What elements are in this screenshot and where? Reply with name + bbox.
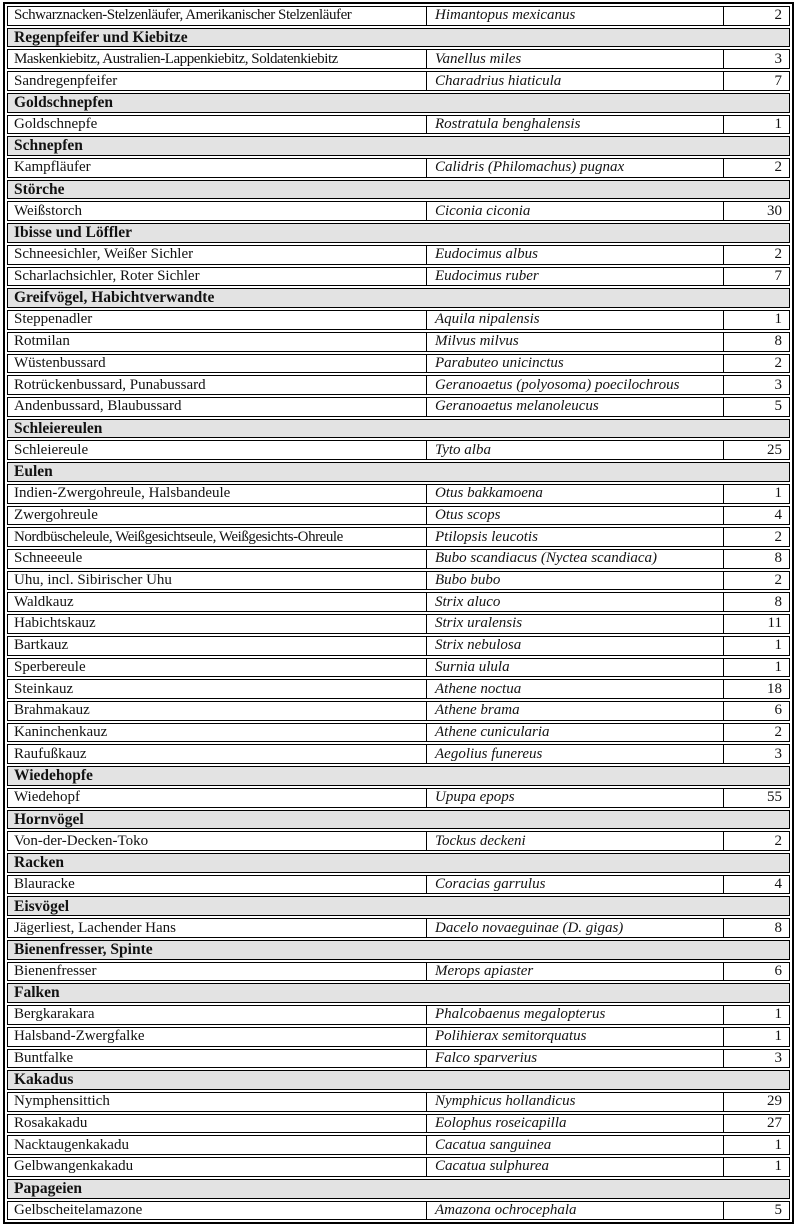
scientific-name-cell: Nymphicus hollandicus	[427, 1093, 724, 1111]
count-cell: 1	[774, 115, 782, 132]
count-cell: 1	[774, 1136, 782, 1153]
scientific-name-cell: Eolophus roseicapilla	[427, 1115, 724, 1133]
count-cell: 2	[774, 572, 782, 589]
species-row	[7, 636, 790, 656]
scientific-name-cell: Cacatua sulphurea	[427, 1158, 724, 1176]
section-label: Störche	[14, 180, 65, 198]
species-row	[7, 397, 790, 417]
section-header-row	[7, 223, 790, 243]
scientific-name-cell: Strix aluco	[427, 593, 724, 611]
species-row	[7, 1092, 790, 1112]
german-name-cell: Weißstorch	[8, 202, 427, 220]
scientific-name-cell: Ptilopsis leucotis	[427, 528, 724, 546]
species-row	[7, 701, 790, 721]
count-cell: 2	[774, 159, 782, 176]
german-name-cell: Raufußkauz	[8, 745, 427, 763]
german-name-cell: Schwarznacken-Stelzenläufer, Amerikanischer Stelzenläufer	[8, 7, 427, 25]
species-row	[7, 267, 790, 287]
section-label: Schleiereulen	[14, 419, 103, 437]
section-label: Kakadus	[14, 1071, 74, 1089]
species-row	[7, 658, 790, 678]
species-row	[7, 310, 790, 330]
section-label: Wiedehopfe	[14, 767, 93, 785]
scientific-name-cell: Rostratula benghalensis	[427, 116, 724, 134]
german-name-cell: Habichtskauz	[8, 615, 427, 633]
german-name-cell: Maskenkiebitz, Australien-Lappenkiebitz, Soldatenkiebitz	[8, 50, 427, 68]
section-header-row	[7, 766, 790, 786]
section-label: Racken	[14, 854, 64, 872]
scientific-name-cell: Upupa epops	[427, 789, 724, 807]
count-cell: 8	[774, 919, 782, 936]
scientific-name-cell: Amazona ochrocephala	[427, 1202, 724, 1220]
scientific-name-cell: Strix uralensis	[427, 615, 724, 633]
species-row	[7, 831, 790, 851]
count-cell: 7	[774, 72, 782, 89]
german-name-cell: Bartkauz	[8, 637, 427, 655]
german-name-cell: Jägerliest, Lachender Hans	[8, 919, 427, 937]
german-name-cell: Andenbussard, Blaubussard	[8, 398, 427, 416]
count-cell: 5	[774, 398, 782, 415]
scientific-name-cell: Merops apiaster	[427, 963, 724, 981]
section-header-row	[7, 28, 790, 48]
scientific-name-cell: Aegolius funereus	[427, 745, 724, 763]
section-label: Eulen	[14, 463, 53, 481]
count-cell: 55	[767, 789, 782, 806]
scientific-name-cell: Bubo scandiacus (Nyctea scandiaca)	[427, 550, 724, 568]
count-cell: 2	[774, 246, 782, 263]
scientific-name-cell: Athene cunicularia	[427, 724, 724, 742]
count-cell: 1	[774, 311, 782, 328]
scientific-name-cell: Surnia ulula	[427, 659, 724, 677]
scientific-name-cell: Polihierax semitorquatus	[427, 1028, 724, 1046]
species-row	[7, 744, 790, 764]
scientific-name-cell: Bubo bubo	[427, 572, 724, 590]
species-row	[7, 375, 790, 395]
german-name-cell: Brahmakauz	[8, 702, 427, 720]
count-cell: 4	[774, 876, 782, 893]
section-header-row	[7, 288, 790, 308]
section-header-row	[7, 853, 790, 873]
species-row	[7, 115, 790, 135]
species-row	[7, 918, 790, 938]
section-label: Hornvögel	[14, 810, 84, 828]
german-name-cell: Rosakakadu	[8, 1115, 427, 1133]
count-cell: 2	[774, 354, 782, 371]
scientific-name-cell: Coracias garrulus	[427, 876, 724, 894]
species-row	[7, 484, 790, 504]
section-label: Papageien	[14, 1179, 83, 1197]
count-cell: 8	[774, 550, 782, 567]
species-row	[7, 506, 790, 526]
scientific-name-cell: Himantopus mexicanus	[427, 7, 724, 25]
german-name-cell: Nacktaugenkakadu	[8, 1136, 427, 1154]
german-name-cell: Buntfalke	[8, 1050, 427, 1068]
section-header-row	[7, 810, 790, 830]
german-name-cell: Scharlachsichler, Roter Sichler	[8, 268, 427, 286]
section-label: Bienenfresser, Spinte	[14, 941, 153, 959]
count-cell: 30	[767, 202, 782, 219]
section-label: Eisvögel	[14, 897, 70, 915]
section-header-row	[7, 462, 790, 482]
count-cell: 27	[767, 1115, 782, 1132]
species-row	[7, 592, 790, 612]
species-row	[7, 354, 790, 374]
scientific-name-cell: Otus scops	[427, 507, 724, 525]
count-cell: 4	[774, 506, 782, 523]
german-name-cell: Bienenfresser	[8, 963, 427, 981]
count-cell: 3	[774, 50, 782, 67]
section-header-row	[7, 1179, 790, 1199]
section-label: Ibisse und Löffler	[14, 224, 132, 242]
section-header-row	[7, 419, 790, 439]
species-row	[7, 245, 790, 265]
german-name-cell: Bergkarakara	[8, 1006, 427, 1024]
species-row	[7, 614, 790, 634]
german-name-cell: Uhu, incl. Sibirischer Uhu	[8, 572, 427, 590]
section-label: Greifvögel, Habichtverwandte	[14, 289, 215, 307]
species-row	[7, 1157, 790, 1177]
count-cell: 2	[774, 528, 782, 545]
german-name-cell: Goldschnepfe	[8, 116, 427, 134]
species-row	[7, 679, 790, 699]
german-name-cell: Zwergohreule	[8, 507, 427, 525]
count-cell: 1	[774, 485, 782, 502]
scientific-name-cell: Tockus deckeni	[427, 832, 724, 850]
count-cell: 18	[767, 680, 782, 697]
scientific-name-cell: Athene brama	[427, 702, 724, 720]
section-header-row	[7, 940, 790, 960]
species-row	[7, 1114, 790, 1134]
species-row	[7, 527, 790, 547]
scientific-name-cell: Aquila nipalensis	[427, 311, 724, 329]
section-label: Goldschnepfen	[14, 93, 114, 111]
species-row	[7, 71, 790, 91]
german-name-cell: Sandregenpfeifer	[8, 72, 427, 90]
species-table	[3, 2, 794, 1224]
count-cell: 3	[774, 376, 782, 393]
count-cell: 25	[767, 441, 782, 458]
count-cell: 3	[774, 1049, 782, 1066]
species-row	[7, 571, 790, 591]
german-name-cell: Indien-Zwergohreule, Halsbandeule	[8, 485, 427, 503]
german-name-cell: Schneesichler, Weißer Sichler	[8, 246, 427, 264]
section-header-row	[7, 1070, 790, 1090]
species-row	[7, 1201, 790, 1221]
count-cell: 5	[774, 1201, 782, 1218]
german-name-cell: Gelbwangenkakadu	[8, 1158, 427, 1176]
german-name-cell: Schneeeule	[8, 550, 427, 568]
german-name-cell: Kaninchenkauz	[8, 724, 427, 742]
count-cell: 2	[774, 724, 782, 741]
german-name-cell: Schleiereule	[8, 441, 427, 459]
section-header-row	[7, 896, 790, 916]
count-cell: 6	[774, 962, 782, 979]
species-row	[7, 332, 790, 352]
german-name-cell: Steinkauz	[8, 680, 427, 698]
scientific-name-cell: Ciconia ciconia	[427, 202, 724, 220]
scientific-name-cell: Parabuteo unicinctus	[427, 355, 724, 373]
section-header-row	[7, 136, 790, 156]
german-name-cell: Rotmilan	[8, 333, 427, 351]
species-row	[7, 1005, 790, 1025]
german-name-cell: Rotrückenbussard, Punabussard	[8, 376, 427, 394]
species-row	[7, 788, 790, 808]
german-name-cell: Nymphensittich	[8, 1093, 427, 1111]
count-cell: 8	[774, 593, 782, 610]
count-cell: 1	[774, 1028, 782, 1045]
count-cell: 29	[767, 1093, 782, 1110]
section-label: Regenpfeifer und Kiebitze	[14, 28, 188, 46]
german-name-cell: Kampfläufer	[8, 159, 427, 177]
count-cell: 1	[774, 658, 782, 675]
species-row	[7, 1135, 790, 1155]
german-name-cell: Nordbüscheleule, Weißgesichtseule, Weißgesichts-Ohreule	[8, 528, 427, 546]
scientific-name-cell: Vanellus miles	[427, 50, 724, 68]
scientific-name-cell: Milvus milvus	[427, 333, 724, 351]
count-cell: 7	[774, 267, 782, 284]
species-row	[7, 875, 790, 895]
count-cell: 1	[774, 1006, 782, 1023]
scientific-name-cell: Strix nebulosa	[427, 637, 724, 655]
scientific-name-cell: Cacatua sanguinea	[427, 1136, 724, 1154]
german-name-cell: Halsband-Zwergfalke	[8, 1028, 427, 1046]
scientific-name-cell: Phalcobaenus megalopterus	[427, 1006, 724, 1024]
count-cell: 2	[774, 832, 782, 849]
scientific-name-cell: Dacelo novaeguinae (D. gigas)	[427, 919, 724, 937]
scientific-name-cell: Falco sparverius	[427, 1050, 724, 1068]
species-row	[7, 440, 790, 460]
scientific-name-cell: Eudocimus albus	[427, 246, 724, 264]
german-name-cell: Wiedehopf	[8, 789, 427, 807]
count-cell: 1	[774, 637, 782, 654]
count-cell: 8	[774, 333, 782, 350]
species-row	[7, 1049, 790, 1069]
german-name-cell: Blauracke	[8, 876, 427, 894]
species-row	[7, 723, 790, 743]
species-row	[7, 49, 790, 69]
count-cell: 1	[774, 1158, 782, 1175]
count-cell: 6	[774, 702, 782, 719]
species-row	[7, 1027, 790, 1047]
german-name-cell: Waldkauz	[8, 593, 427, 611]
german-name-cell: Wüstenbussard	[8, 355, 427, 373]
german-name-cell: Gelbscheitelamazone	[8, 1202, 427, 1220]
section-label: Falken	[14, 984, 60, 1002]
count-cell: 2	[774, 7, 782, 24]
species-row	[7, 6, 790, 26]
scientific-name-cell: Otus bakkamoena	[427, 485, 724, 503]
species-row	[7, 962, 790, 982]
count-cell: 3	[774, 745, 782, 762]
scientific-name-cell: Tyto alba	[427, 441, 724, 459]
scientific-name-cell: Calidris (Philomachus) pugnax	[427, 159, 724, 177]
species-row	[7, 158, 790, 178]
count-cell: 11	[767, 615, 782, 632]
german-name-cell: Von-der-Decken-Toko	[8, 832, 427, 850]
section-header-row	[7, 180, 790, 200]
section-header-row	[7, 983, 790, 1003]
section-label: Schnepfen	[14, 137, 83, 155]
species-row	[7, 201, 790, 221]
german-name-cell: Sperbereule	[8, 659, 427, 677]
scientific-name-cell: Charadrius hiaticula	[427, 72, 724, 90]
scientific-name-cell: Eudocimus ruber	[427, 268, 724, 286]
german-name-cell: Steppenadler	[8, 311, 427, 329]
scientific-name-cell: Geranoaetus melanoleucus	[427, 398, 724, 416]
scientific-name-cell: Geranoaetus (polyosoma) poecilochrous	[427, 376, 724, 394]
scientific-name-cell: Athene noctua	[427, 680, 724, 698]
section-header-row	[7, 93, 790, 113]
species-row	[7, 549, 790, 569]
